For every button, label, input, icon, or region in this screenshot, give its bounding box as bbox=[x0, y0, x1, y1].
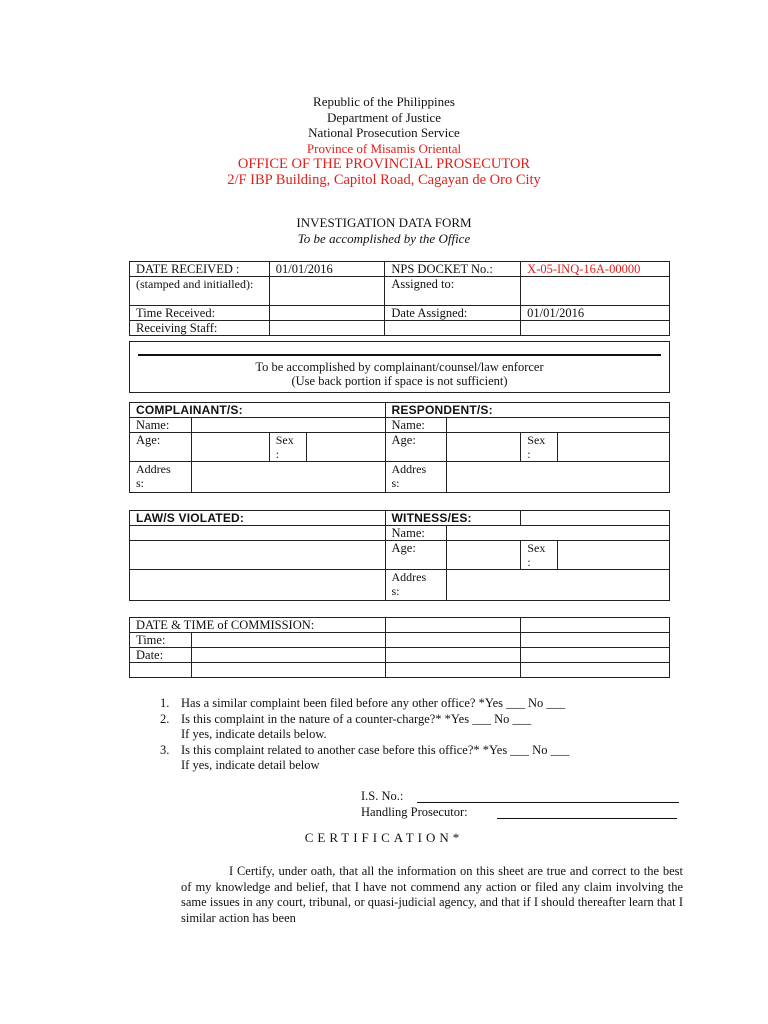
commission-table bbox=[129, 617, 670, 678]
is-no-field[interactable] bbox=[417, 789, 679, 803]
witness-age-label: Age: bbox=[385, 541, 447, 570]
stamped-label: (stamped and initialled): bbox=[130, 277, 270, 306]
complainant-age-label: Age: bbox=[130, 433, 192, 462]
witness-header: WITNESS/ES: bbox=[385, 511, 521, 526]
question-number: 1. bbox=[160, 696, 170, 710]
sex-label-colon: : bbox=[527, 447, 531, 461]
sex-label-colon: : bbox=[527, 555, 531, 569]
parties-table bbox=[129, 402, 670, 493]
stamped-field[interactable] bbox=[269, 277, 385, 306]
case-info-block bbox=[361, 789, 679, 820]
receiving-staff-field[interactable] bbox=[269, 321, 385, 336]
respondent-address-field[interactable] bbox=[447, 462, 670, 493]
time-received-field[interactable] bbox=[269, 306, 385, 321]
address-label-suffix: s: bbox=[136, 476, 145, 490]
witness-address-label bbox=[385, 570, 447, 601]
date-assigned-label: Date Assigned: bbox=[385, 306, 521, 321]
question-text: Has a similar complaint been filed before any other office? *Yes ___ No ___ bbox=[181, 696, 566, 710]
prosecutor-label: Handling Prosecutor: bbox=[361, 804, 468, 819]
respondent-header: RESPONDENT/S: bbox=[385, 403, 669, 418]
respondent-age-field[interactable] bbox=[447, 433, 521, 462]
commission-time-label: Time: bbox=[130, 633, 192, 648]
header-department: Department of Justice bbox=[326, 109, 442, 125]
question-text: Is this complaint in the nature of a counter-charge?* *Yes ___ No ___ bbox=[181, 711, 532, 726]
respondent-sex-label bbox=[521, 433, 558, 462]
form-subtitle: To be accomplished by the Office bbox=[297, 230, 471, 246]
is-no-row bbox=[361, 789, 679, 805]
question-number: 2. bbox=[160, 711, 170, 726]
respondent-sex-field[interactable] bbox=[558, 433, 670, 462]
commission-header: DATE & TIME of COMMISSION: bbox=[130, 618, 386, 633]
law-violated-field-1[interactable] bbox=[130, 526, 386, 541]
notice-line-1: To be accomplished by complainant/counsel/law enforcer bbox=[255, 360, 544, 374]
commission-time-field[interactable] bbox=[191, 633, 385, 648]
commission-blank-1[interactable] bbox=[130, 663, 192, 678]
commission-date-field-3[interactable] bbox=[521, 648, 670, 663]
question-1 bbox=[160, 696, 569, 712]
is-no-label: I.S. No.: bbox=[361, 789, 404, 803]
address-label-suffix: s: bbox=[391, 476, 400, 490]
respondent-age-label: Age: bbox=[385, 433, 447, 462]
header-republic: Republic of the Philippines bbox=[313, 94, 455, 109]
header-office: OFFICE OF THE PROVINCIAL PROSECUTOR bbox=[237, 156, 531, 172]
law-witness-table bbox=[129, 510, 670, 601]
respondent-name-field[interactable] bbox=[447, 418, 670, 433]
notice-box bbox=[130, 342, 670, 393]
receiving-staff-label: Receiving Staff: bbox=[130, 321, 270, 336]
sex-label-colon: : bbox=[275, 447, 280, 461]
prosecutor-row bbox=[361, 805, 679, 821]
witness-address-field[interactable] bbox=[447, 570, 670, 601]
complainant-name-field[interactable] bbox=[191, 418, 385, 433]
assigned-to-field[interactable] bbox=[521, 277, 670, 306]
sex-label-text: Sex bbox=[527, 541, 546, 555]
header-province: Province of Misamis Oriental bbox=[306, 140, 462, 156]
receiving-staff-field-3[interactable] bbox=[521, 321, 670, 336]
commission-header-blank-1 bbox=[385, 618, 521, 633]
questions-list bbox=[160, 696, 569, 774]
respondent-name-label: Name: bbox=[385, 418, 447, 433]
certification-title: CERTIFICATION* bbox=[304, 830, 464, 845]
question-text: Is this complaint related to another case before this office?* *Yes ___ No ___ bbox=[181, 742, 570, 757]
header-address: 2/F IBP Building, Capitol Road, Cagayan de Oro City bbox=[227, 172, 541, 188]
question-3 bbox=[160, 743, 569, 759]
respondent-address-label bbox=[385, 462, 447, 493]
complainant-sex-label bbox=[269, 433, 306, 462]
date-received-field[interactable]: 01/01/2016 bbox=[269, 262, 385, 277]
commission-date-label: Date: bbox=[130, 648, 192, 663]
commission-date-field[interactable] bbox=[191, 648, 385, 663]
receiving-staff-field-2[interactable] bbox=[385, 321, 521, 336]
commission-blank-3[interactable] bbox=[385, 663, 521, 678]
header-service: National Prosecution Service bbox=[308, 125, 460, 140]
time-received-label: Time Received: bbox=[130, 306, 270, 321]
notice-table bbox=[129, 341, 670, 393]
witness-name-label: Name: bbox=[385, 526, 447, 541]
form-title-block bbox=[0, 215, 768, 246]
commission-header-blank-2 bbox=[521, 618, 670, 633]
complainant-name-label: Name: bbox=[130, 418, 192, 433]
date-received-label: DATE RECEIVED : bbox=[130, 262, 270, 277]
commission-blank-4[interactable] bbox=[521, 663, 670, 678]
complainant-header: COMPLAINANT/S: bbox=[130, 403, 386, 418]
question-2-note: If yes, indicate details below. bbox=[181, 727, 327, 741]
certification-body bbox=[181, 864, 683, 926]
prosecutor-field[interactable] bbox=[497, 805, 677, 819]
witness-header-blank bbox=[521, 511, 670, 526]
witness-sex-field[interactable] bbox=[558, 541, 670, 570]
notice-rule bbox=[138, 354, 661, 356]
law-violated-field-3[interactable] bbox=[130, 570, 386, 601]
address-label-text: Addres bbox=[136, 462, 171, 476]
complainant-address-label bbox=[130, 462, 192, 493]
address-label-text: Addres bbox=[391, 570, 427, 584]
date-assigned-field[interactable]: 01/01/2016 bbox=[521, 306, 670, 321]
address-label-suffix: s: bbox=[391, 584, 400, 598]
notice-line-2: (Use back portion if space is not sufficient) bbox=[291, 374, 508, 388]
letterhead bbox=[0, 94, 768, 188]
commission-time-field-2[interactable] bbox=[385, 633, 521, 648]
assigned-to-label: Assigned to: bbox=[385, 277, 521, 306]
commission-blank-2[interactable] bbox=[191, 663, 385, 678]
witness-name-field[interactable] bbox=[447, 526, 670, 541]
question-number: 3. bbox=[160, 742, 170, 757]
question-3-note: If yes, indicate detail below bbox=[181, 758, 320, 772]
complainant-age-field[interactable] bbox=[191, 433, 269, 462]
commission-time-field-3[interactable] bbox=[521, 633, 670, 648]
form-title: INVESTIGATION DATA FORM bbox=[296, 215, 472, 230]
complainant-address-field[interactable] bbox=[191, 462, 385, 493]
sex-label-text: Sex bbox=[275, 433, 294, 447]
certification-text: I Certify, under oath, that all the information on this sheet are true and correct to the best of my knowledge and belief, that I have not commend any action or filed any claim involving the same issues in any court, tribunal, or quasi-judicial agency, and that if I should thereafter learn that I similar action has been bbox=[181, 864, 683, 925]
complainant-sex-field[interactable] bbox=[306, 433, 385, 462]
nps-docket-field[interactable]: X-05-INQ-16A-00000 bbox=[521, 262, 670, 277]
witness-age-field[interactable] bbox=[447, 541, 521, 570]
law-violated-header: LAW/S VIOLATED: bbox=[130, 511, 386, 526]
nps-docket-label: NPS DOCKET No.: bbox=[385, 262, 521, 277]
sex-label-text: Sex bbox=[527, 433, 546, 447]
law-violated-field-2[interactable] bbox=[130, 541, 386, 570]
witness-sex-label bbox=[521, 541, 558, 570]
question-2 bbox=[160, 712, 569, 728]
commission-date-field-2[interactable] bbox=[385, 648, 521, 663]
address-label-text: Addres bbox=[391, 462, 427, 476]
office-table bbox=[129, 261, 670, 336]
